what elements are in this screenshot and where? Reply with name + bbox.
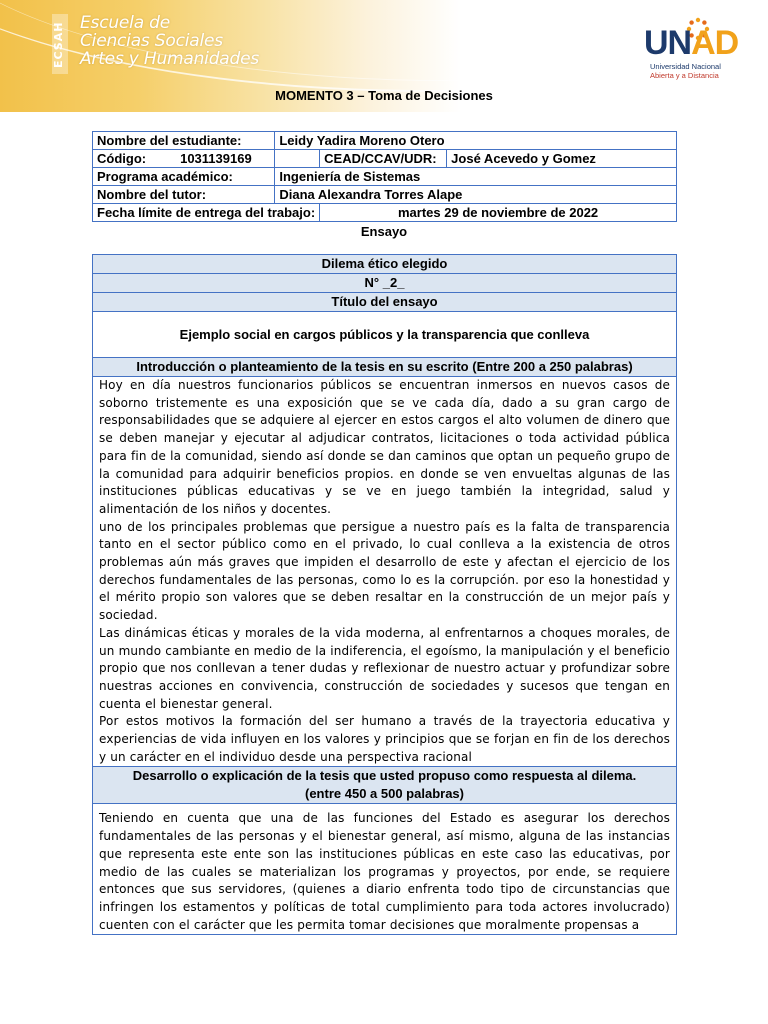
student-label: Nombre del estudiante: [93, 132, 275, 150]
unad-ad: AD [691, 24, 739, 62]
essay-label: Ensayo [360, 224, 408, 239]
development-header-line: (entre 450 a 500 palabras) [305, 786, 464, 802]
titulo-header: Título del ensayo [93, 293, 676, 312]
ecsah-logo: ECSAH [52, 21, 65, 69]
table-row [93, 186, 677, 204]
code-value: 1031139169 [180, 151, 252, 166]
code-label [93, 150, 275, 168]
cead-value: José Acevedo y Gomez [447, 150, 677, 168]
school-name [80, 14, 259, 68]
intro-header: Introducción o planteamiento de la tesis en su escrito (Entre 200 a 250 palabras) [93, 358, 676, 377]
intro-paragraph: uno de los principales problemas que persigue a nuestro país es la falta de transparencia tanto en el sector público como en el privado, lo cual conlleva a la existencia de otros problemas aún más graves que impiden el desarrollo de este y afectan el ejercicio de los derechos fundamentales de las personas, como lo es la corrupción. por eso la honestidad y el mérito propio son valores que se deben resaltar en la construcción de un mejor país y sociedad. [99, 519, 670, 623]
student-value: Leidy Yadira Moreno Otero [275, 132, 677, 150]
table-row [93, 168, 677, 186]
student-info-table [92, 131, 677, 222]
intro-paragraph: Hoy en día nuestros funcionarios públicos se encuentran inmersos en nuevos casos de soborno tristemente es una exposición que se ve cada día, dado a su gran cargo de responsabilidades que se adquiere al ejercer en estos cargos el alto volumen de dinero que se deben manejar y ejecutar al adjudicar contratos, licitaciones o toda actividad pública para fin de la comunidad, siendo así donde se dan caminos que optan un pequeño grupo de la comunidad para adquirir beneficios propios. en donde se ven envueltas algunas de las instituciones públicas educativas y se ve en juego también la integridad, salud y alimentación de los niños y docentes. [99, 378, 670, 516]
school-name-line: Artes y Humanidades [80, 49, 260, 69]
essay-title: Ejemplo social en cargos públicos y la transparencia que conlleva [93, 312, 676, 358]
unad-un: UN [644, 24, 692, 62]
development-body [93, 804, 676, 934]
intro-paragraph: Las dinámicas éticas y morales de la vida moderna, al enfrentarnos a choques morales, de un mundo cambiante en medio de la indiferencia, el egoísmo, la manipulación y el beneficio propio que nos conllevan a tener dudas y reflexionar de nuestro actuar y profundizar sobre nuestras acciones en convivencia, construcción de sociedades y sucesos que tengan en cuenta el bienestar general. [99, 625, 670, 711]
program-value: Ingeniería de Sistemas [275, 168, 677, 186]
development-paragraph: Teniendo en cuenta que una de las funciones del Estado es asegurar los derechos fundamentales de las personas y el bienestar general, así mismo, alguna de las instancias que representa este ente son las instituciones públicas en este caso las educativas, por medio de las cuales se materializan los programas y proyectos, por ende, se requiere entonces que sus servidores, (quienes a diario enfrenta todo tipo de circunstancias que infringen los estamentos y políticas de total cumplimiento para toda actores involucrado) cuenten con el carácter que les permita tomar decisiones que moralmente propensas a [99, 811, 670, 932]
dilema-number: N° _2_ [93, 274, 676, 293]
deadline-value: martes 29 de noviembre de 2022 [320, 204, 677, 222]
document-title: MOMENTO 3 – Toma de Decisiones [275, 88, 493, 103]
table-row [93, 150, 677, 168]
deadline-label: Fecha límite de entrega del trabajo: [93, 204, 320, 222]
table-row [93, 132, 677, 150]
program-label: Programa académico: [93, 168, 275, 186]
tutor-value: Diana Alexandra Torres Alape [275, 186, 677, 204]
development-header-line: Desarrollo o explicación de la tesis que usted propuso como respuesta al dilema. [132, 768, 637, 784]
essay-table [92, 254, 677, 935]
code-label-text: Código: [97, 151, 147, 166]
unad-subtitle: Universidad Nacional [650, 62, 721, 71]
school-name-line: Escuela de [80, 13, 170, 33]
unad-wordmark [644, 26, 738, 60]
table-row [93, 204, 677, 222]
dilema-header: Dilema ético elegido [93, 255, 676, 274]
intro-paragraph: Por estos motivos la formación del ser humano a través de la trayectoria educativa y experiencias de vida influyen en los valores y principios que se forjan en fin de los derechos y un carácter en el individuo desde una perspectiva racional [99, 714, 670, 764]
development-header [93, 767, 676, 804]
school-name-line: Ciencias Sociales [80, 31, 223, 51]
empty-cell [275, 150, 320, 168]
intro-body [93, 377, 676, 767]
tutor-label: Nombre del tutor: [93, 186, 275, 204]
cead-label: CEAD/CCAV/UDR: [320, 150, 447, 168]
unad-subtitle: Abierta y a Distancia [650, 71, 719, 80]
